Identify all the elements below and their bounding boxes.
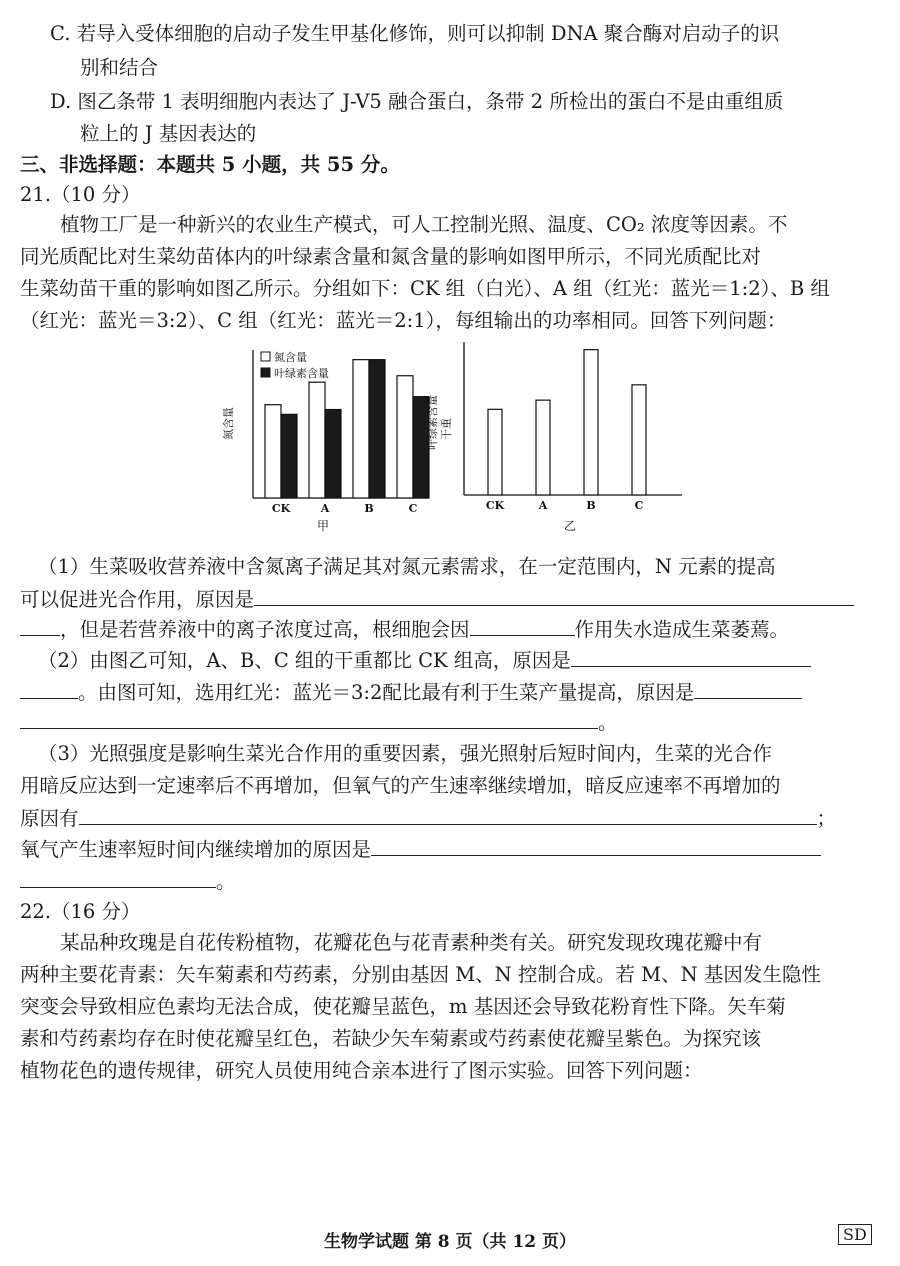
yi-tick-A: A	[538, 499, 548, 512]
jia-tick-B: B	[364, 502, 374, 515]
q21-paragraph-line3: 生菜幼苗干重的影响如图乙所示。分组如下：CK 组（白光）、A 组（红光：蓝光＝1:2）、B 组	[20, 277, 830, 300]
jia-title: 甲	[316, 519, 330, 533]
q21-1-line1: （1）生菜吸收营养液中含氮离子满足其对氮元素需求，在一定范围内，N 元素的提高	[38, 555, 776, 578]
jia-legend-label-1: 叶绿素含量	[274, 367, 329, 380]
question-21-number: 21.（10 分）	[20, 183, 141, 206]
jia-y-label: 氮含量	[222, 407, 235, 440]
q22-paragraph-line1: 某品种玫瑰是自花传粉植物，花瓣花色与花青素种类有关。研究发现玫瑰花瓣中有	[60, 931, 763, 954]
answer-blank-1c[interactable]	[470, 615, 575, 636]
answer-blank-2c[interactable]	[694, 678, 802, 699]
answer-blank-3a[interactable]	[79, 804, 817, 825]
option-c-line2: 别和结合	[80, 56, 159, 79]
answer-blank-1a[interactable]	[254, 585, 854, 606]
yi-bar-B	[584, 350, 598, 495]
yi-bar-CK	[488, 409, 502, 495]
option-c-line1: C. 若导入受体细胞的启动子发生甲基化修饰，则可以抑制 DNA 聚合酶对启动子的识	[50, 22, 780, 45]
q22-paragraph-line5: 植物花色的遗传规律，研究人员使用纯合亲本进行了图示实验。回答下列问题：	[20, 1059, 703, 1082]
yi-tick-CK: CK	[485, 499, 505, 512]
answer-blank-3c[interactable]	[20, 867, 216, 888]
q21-1-prompt: 可以促进光合作用，原因是	[20, 588, 255, 611]
q21-2-prompt: （2）由图乙可知，A、B、C 组的干重都比 CK 组高，原因是	[38, 649, 571, 672]
yi-bar-A	[536, 400, 550, 495]
jia-legend-label-0: 氮含量	[274, 351, 307, 364]
page-footer: 生物学试题 第 8 页（共 12 页）	[323, 1232, 577, 1252]
yi-y-label-2: 干重	[440, 418, 453, 440]
jia-bar-B-1	[369, 360, 385, 498]
q22-paragraph-line2: 两种主要花青素：矢车菊素和芍药素，分别由基因 M、N 控制合成。若 M、N 基因发生隐性	[20, 963, 821, 986]
q21-3-line1: （3）光照强度是影响生菜光合作用的重要因素，强光照射后短时间内，生菜的光合作	[38, 742, 772, 765]
option-d-line2: 粒上的 J 基因表达的	[80, 122, 257, 145]
q21-2-line3	[20, 708, 618, 737]
jia-bar-CK-1	[281, 414, 297, 498]
q21-3-line5	[20, 867, 236, 896]
chart-jia	[215, 340, 435, 535]
q21-3-prompt-b: 氧气产生速率短时间内继续增加的原因是	[20, 838, 372, 861]
jia-tick-CK: CK	[271, 502, 291, 515]
yi-title: 乙	[563, 519, 577, 533]
option-d-line1: D. 图乙条带 1 表明细胞内表达了 J-V5 融合蛋白，条带 2 所检出的蛋白不是由重组质	[50, 90, 784, 113]
answer-blank-3b[interactable]	[371, 835, 821, 856]
answer-blank-1b[interactable]	[20, 615, 60, 636]
q21-1-text-b: 作用失水造成生菜萎蔫。	[574, 618, 790, 641]
q21-1-line2	[20, 585, 854, 614]
sd-badge: SD	[838, 1224, 872, 1245]
answer-blank-2a[interactable]	[571, 646, 811, 667]
jia-bar-B-0	[353, 360, 369, 498]
q21-paragraph-line1: 植物工厂是一种新兴的农业生产模式，可人工控制光照、温度、CO₂ 浓度等因素。不	[60, 213, 788, 236]
jia-legend-swatch-0	[261, 352, 270, 361]
yi-bar-C	[632, 385, 646, 495]
q21-2-period: 。	[598, 711, 618, 734]
q21-1-text-a: ，但是若营养液中的离子浓度过高，根细胞会因	[60, 618, 470, 641]
q21-3-prompt-a: 原因有	[20, 807, 79, 830]
q21-3-line4	[20, 835, 821, 864]
chart-yi	[420, 340, 685, 535]
q21-2-text: 。由图可知，选用红光：蓝光＝3:2配比最有利于生菜产量提高，原因是	[78, 681, 695, 704]
q21-1-line3	[20, 615, 789, 644]
q21-paragraph-line2: 同光质配比对生菜幼苗体内的叶绿素含量和氮含量的影响如图甲所示，不同光质配比对	[20, 245, 762, 268]
jia-bar-A-0	[309, 382, 325, 498]
q21-3-line2: 用暗反应达到一定速率后不再增加，但氧气的产生速率继续增加，暗反应速率不再增加的	[20, 774, 781, 797]
jia-bar-A-1	[325, 410, 341, 498]
jia-bar-CK-0	[265, 405, 281, 498]
answer-blank-2d[interactable]	[20, 708, 598, 729]
q22-paragraph-line3: 突变会导致相应色素均无法合成，使花瓣呈蓝色，m 基因还会导致花粉育性下降。矢车菊	[20, 995, 786, 1018]
q21-3-semicolon: ；	[816, 807, 837, 830]
jia-legend-swatch-1	[261, 368, 270, 377]
jia-bar-C-0	[397, 376, 413, 498]
jia-tick-C: C	[408, 502, 418, 515]
q21-2-line1	[38, 646, 811, 675]
answer-blank-2b[interactable]	[20, 678, 78, 699]
q21-3-period: 。	[216, 870, 236, 893]
question-22-number: 22.（16 分）	[20, 900, 141, 923]
yi-tick-B: B	[586, 499, 596, 512]
yi-y-label-1: 叶绿素含量	[426, 395, 439, 450]
q21-paragraph-line4: （红光：蓝光＝3:2）、C 组（红光：蓝光＝2:1），每组输出的功率相同。回答下列问题：	[20, 309, 787, 332]
yi-tick-C: C	[634, 499, 644, 512]
q22-paragraph-line4: 素和芍药素均存在时使花瓣呈红色，若缺少矢车菊素或芍药素使花瓣呈紫色。为探究该	[20, 1027, 762, 1050]
q21-3-line3	[20, 804, 836, 833]
q21-2-line2	[20, 678, 802, 707]
jia-tick-A: A	[320, 502, 330, 515]
section-heading: 三、非选择题：本题共 5 小题，共 55 分。	[20, 153, 400, 176]
